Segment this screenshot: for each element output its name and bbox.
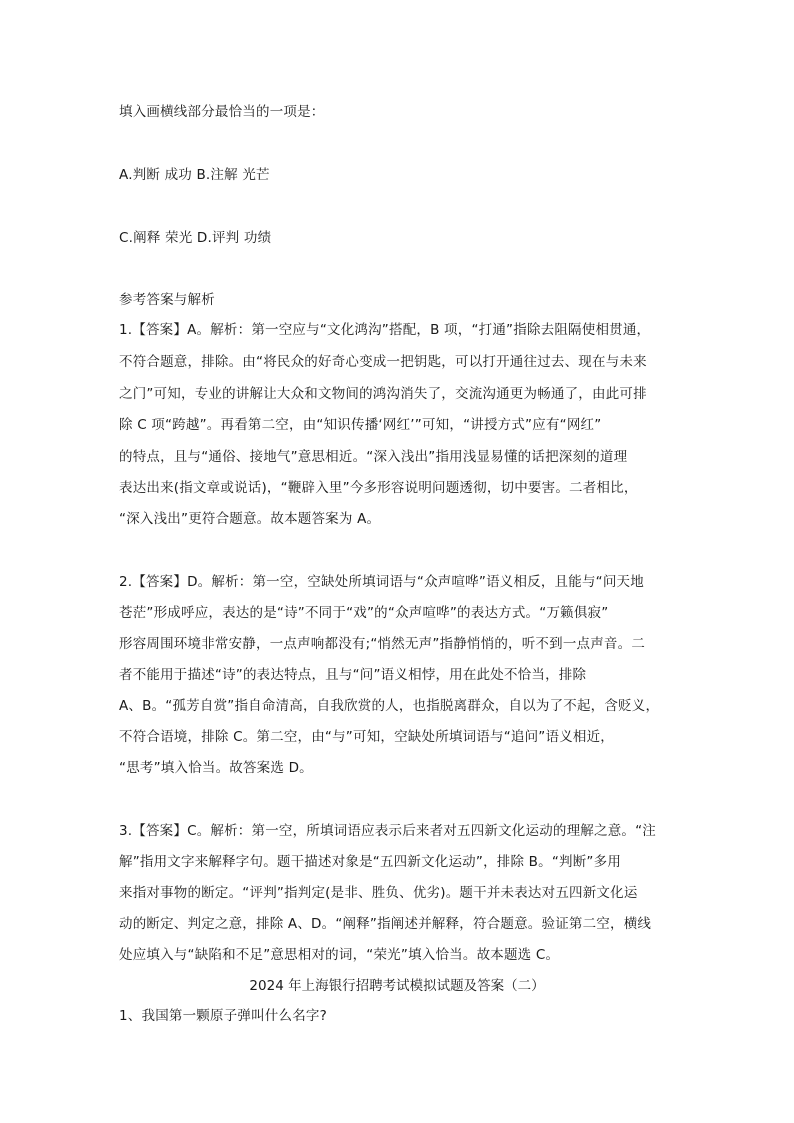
option-line: C.阐释 荣光 D.评判 功绩 <box>119 230 272 246</box>
answer-2-line: 不符合语境，排除 C。第二空，由“与”可知，空缺处所填词语与“追问”语义相近， <box>119 729 614 745</box>
answer-2-line: 者不能用于描述“诗”的表达特点，且与“问”语义相悖，用在此处不恰当，排除 <box>119 667 587 683</box>
answer-1-line: 的特点，且与“通俗、接地气”意思相近。“深入浅出”指用浅显易懂的话把深刻的道理 <box>119 449 628 465</box>
answer-3-line: 3.【答案】C。解析：第一空，所填词语应表示后来者对五四新文化运动的理解之意。“注 <box>119 823 656 839</box>
answer-3-line: 来指对事物的断定。“评判”指判定(是非、胜负、优劣)。题干并未表达对五四新文化运 <box>119 885 638 901</box>
answer-1-line: 除 C 项“跨越”。再看第二空，由“知识传播‘网红’”可知，“讲授方式”应有“网红” <box>119 417 602 433</box>
question-prompt: 填入画横线部分最恰当的一项是： <box>119 104 325 120</box>
next-question: 1、我国第一颗原子弹叫什么名字? <box>119 1008 327 1024</box>
answer-2-line: A、B。“孤芳自赏”指自命清高，自我欣赏的人，也指脱离群众，自以为了不起，含贬义， <box>119 698 660 714</box>
answer-1-line: “深入浅出”更符合题意。故本题答案为 A。 <box>119 511 381 527</box>
answer-1-line: 1.【答案】A。解析：第一空应与“文化鸿沟”搭配，B 项，“打通”指除去阻隔使相贯通， <box>119 322 651 338</box>
answer-2-line: 苍茫”形成呼应，表达的是“诗”不同于“戏”的“众声喧哗”的表达方式。“万籁俱寂” <box>119 605 609 621</box>
answer-2-line: “思考”填入恰当。故答案选 D。 <box>119 760 313 776</box>
answer-3-line: 解”指用文字来解释字句。题干描述对象是“五四新文化运动”，排除 B。“判断”多用 <box>119 854 622 870</box>
answers-heading: 参考答案与解析 <box>119 292 215 308</box>
answer-2-line: 形容周围环境非常安静，一点声响都没有;“悄然无声”指静悄悄的，听不到一点声音。二 <box>119 636 646 652</box>
answer-2-line: 2.【答案】D。解析：第一空，空缺处所填词语与“众声喧哗”语义相反，且能与“问天地 <box>119 574 644 590</box>
option-line: A.判断 成功 B.注解 光芒 <box>119 167 270 183</box>
answer-1-line: 表达出来(指文章或说话)，“鞭辟入里”今多形容说明问题透彻，切中要害。二者相比， <box>119 480 638 496</box>
section-title: 2024 年上海银行招聘考试模拟试题及答案（二） <box>249 978 545 994</box>
answer-1-line: 不符合题意，排除。由“将民众的好奇心变成一把钥匙，可以打开通往过去、现在与未来 <box>119 354 647 370</box>
answer-1-line: 之门”可知，专业的讲解让大众和文物间的鸿沟消失了，交流沟通更为畅通了，由此可排 <box>119 386 647 402</box>
answer-3-line: 动的断定、判定之意，排除 A、D。“阐释”指阐述并解释，符合题意。验证第二空，横线 <box>119 916 652 932</box>
answer-3-line: 处应填入与“缺陷和不足”意思相对的词，“荣光”填入恰当。故本题选 C。 <box>119 947 560 963</box>
